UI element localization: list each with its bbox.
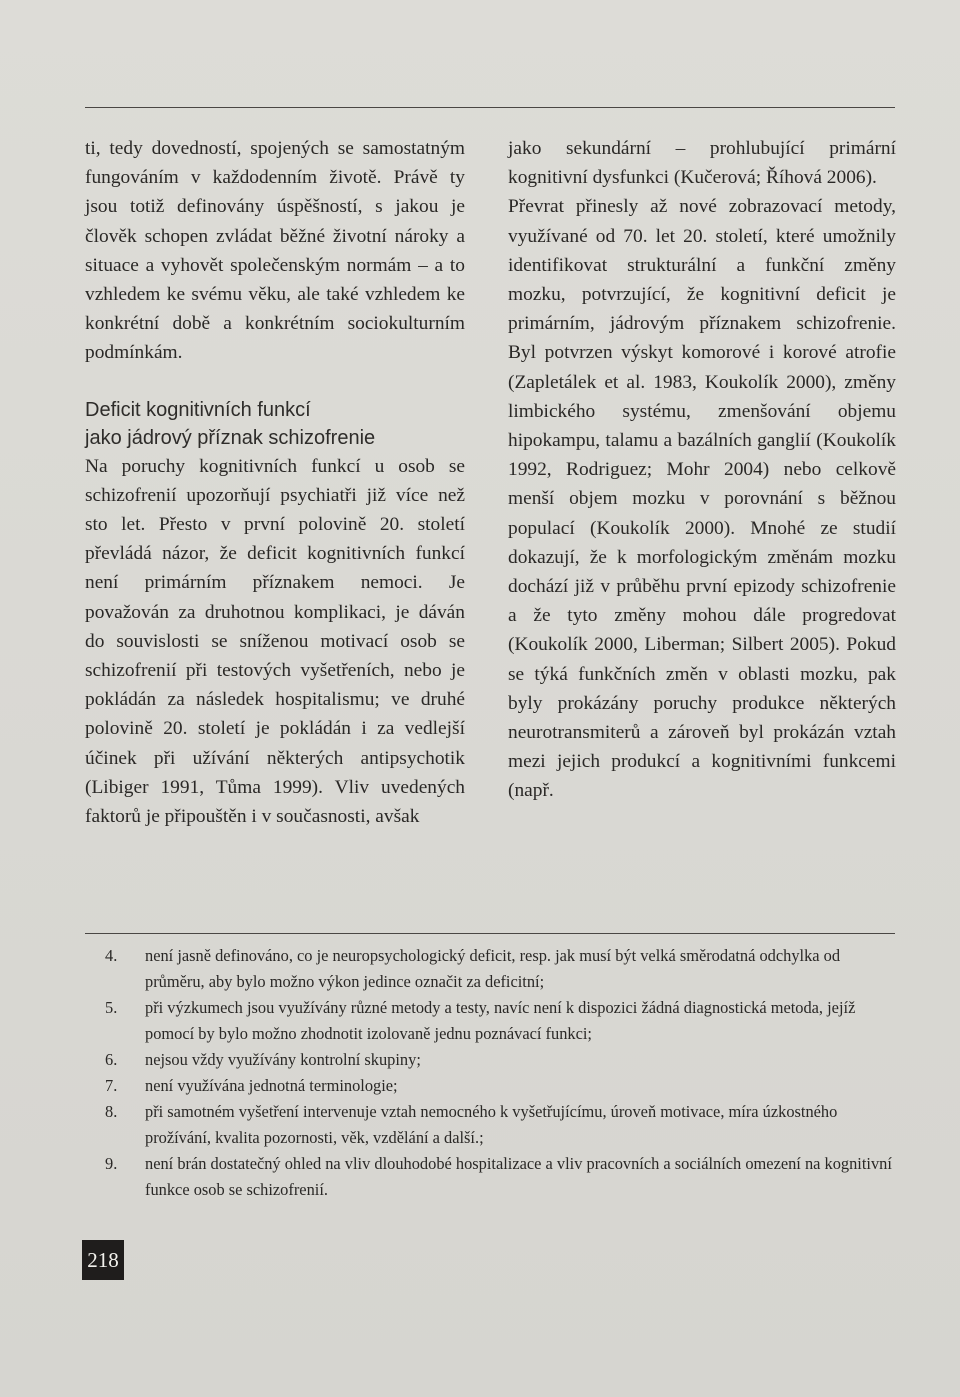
footnote-list [85,943,900,1203]
footnote-number: 4. [105,946,118,965]
footnote-text: není využívána jednotná terminologie; [145,1076,398,1095]
footnote-item [85,1099,900,1151]
left-paragraph-section: Na poruchy kognitivních funkcí u osob se schizofrenií upozorňují psychiatři již více než sto let. Přesto v první polovině 20. století převládá názor, že deficit kognitivních funkcí není primárním příznakem nemoci. Je považován za druhotnou komplikaci, je dáván do souvislosti se sníženou motivací osob se schizofrenií při testových vyšetřeních, nebo je pokládán za následek hospitalismu; ve druhé polovině 20. století je pokládán i za vedlejší účinek při užívání některých antipsychotik (Libiger 1991, Tůma 1999). Vliv uvedených faktorů je připouštěn i v současnosti, avšak [85,455,465,828]
footnote-number: 6. [105,1050,118,1069]
footnote-item [85,995,900,1047]
right-paragraph-2: Převrat přinesly až nové zobrazovací metody, využívané od 70. let 20. století, které umožnily identifikovat strukturální a funkční změny mozku, potvrzující, že kognitivní deficit je primárním, jádrovým příznakem schizofrenie. Byl potvrzen výskyt komorové i korové atrofie (Zapletálek et al. 1983, Koukolík 2000), změny limbického systému, zmenšování objemu hipokampu, talamu a bazálních ganglií (Koukolík 1992, Rodriguez; Mohr 2004) nebo celkově menší objem mozku v porovnání s běžnou populací (Koukolík 2000). Mnohé ze studií dokazují, že k morfologickým změnám mozku dochází již v průběhu první epizody schizofrenie a že tyto změny mohou dále progredovat (Koukolík 2000, Liberman; Silbert 2005). Pokud se týká funkčních změn v oblasti mozku, pak byly prokázány poruchy produkce některých neurotransmiterů a zároveň byl prokázán vztah mezi jejich produkcí a kognitivními funkcemi (např. [508,196,896,802]
footnote-rule [85,933,895,934]
page-number: 218 [82,1240,124,1280]
left-paragraph-continued: ti, tedy dovedností, spojených se samostatným fungováním v každodenním životě. Právě ty jsou totiž definovány úspěšností, s jakou je člověk schopen zvládat běžné životní nároky a situace a vyhovět společenským normám – a to vzhledem ke svému věku, ale také vzhledem ke konkrétní době a konkrétním sociokulturním podmínkám. [85,138,465,364]
footnote-number: 5. [105,998,118,1017]
footnote-number: 9. [105,1154,118,1173]
footnote-item [85,1047,900,1073]
footnote-item [85,943,900,995]
section-heading-line-1: Deficit kognitivních funkcí [85,398,311,421]
section-heading [85,396,465,452]
footnote-text: při výzkumech jsou využívány různé metody a testy, navíc není k dispozici žádná diagnostická metoda, jejíž pomocí by bylo možno zhodnotit izolovaně jednu poznávací funkci; [145,998,856,1043]
left-column [85,134,465,831]
footnote-text: nejsou vždy využívány kontrolní skupiny; [145,1050,421,1069]
footnote-text: není jasně definováno, co je neuropsychologický deficit, resp. jak musí být velká směrodatná odchylka od průměru, aby bylo možno výkon jedince označit za deficitní; [145,946,841,991]
top-rule [85,107,895,108]
footnote-item [85,1073,900,1099]
footnote-item [85,1151,900,1203]
right-paragraph-1: jako sekundární – prohlubující primární kognitivní dysfunkci (Kučerová; Říhová 2006). [508,138,896,189]
footnote-number: 7. [105,1076,118,1095]
footnote-text: při samotném vyšetření intervenuje vztah nemocného k vyšetřujícímu, úroveň motivace, míra úzkostného prožívání, kvalita pozornosti, věk, vzdělání a další.; [145,1102,838,1147]
right-column [508,134,896,806]
section-heading-line-2: jako jádrový příznak schizofrenie [85,426,376,449]
footnote-text: není brán dostatečný ohled na vliv dlouhodobé hospitalizace a vliv pracovních a sociálních omezení na kognitivní funkce osob se schizofrenií. [145,1154,892,1199]
footnote-number: 8. [105,1102,118,1121]
